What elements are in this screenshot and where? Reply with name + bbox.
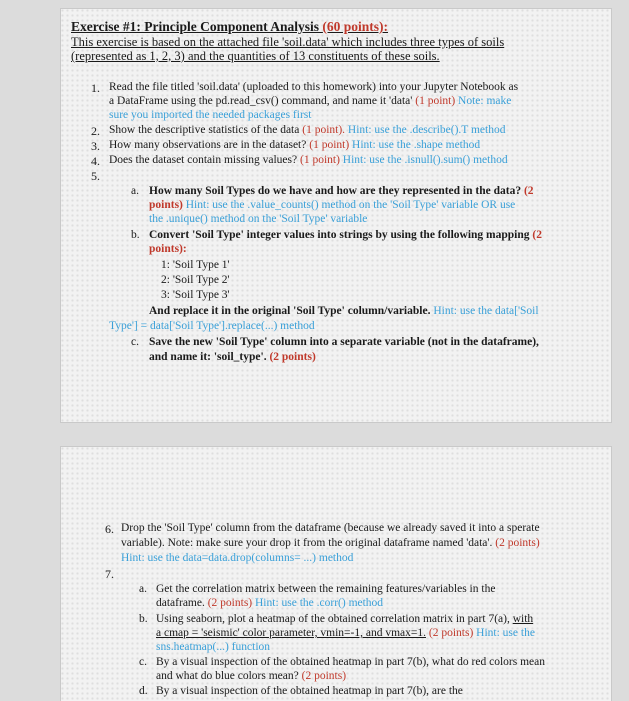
q3-number: 3.	[91, 139, 100, 153]
q4-line	[109, 154, 508, 166]
q7a-line-1: Get the correlation matrix between the remaining features/variables in the	[156, 583, 496, 595]
q7b-label: b.	[139, 613, 148, 625]
q1-number: 1.	[91, 81, 100, 95]
q5a-text: How many Soil Types do we have and how are they represented in the data?	[149, 185, 522, 197]
q5b-points-part2: points):	[149, 243, 187, 255]
q5c-label: c.	[131, 336, 139, 348]
q5a-line-1	[149, 185, 534, 197]
q5b-replace-hint-line-2: Type'] = data['Soil Type'].replace(...) method	[109, 320, 315, 332]
q7c-points: (2 points)	[301, 670, 347, 682]
q6-line-1: Drop the 'Soil Type' column from the dataframe (because we already saved it into a sperate	[121, 522, 540, 534]
q7b-hint-line-2: sns.heatmap(...) function	[156, 641, 271, 653]
q4-number: 4.	[91, 154, 100, 168]
exercise-points: (60 points):	[322, 19, 389, 34]
q5-number: 5.	[91, 169, 100, 183]
intro-line-2: (represented as 1, 2, 3) and the quantities of 13 constituents of these soils.	[71, 49, 440, 63]
exercise-title	[71, 19, 388, 35]
q3-line	[109, 139, 480, 151]
document-page-1	[60, 8, 612, 423]
q5b-replace-line	[149, 305, 539, 317]
q7c-line-2	[156, 670, 346, 682]
q5b-mapping-3: 3: 'Soil Type 3'	[161, 289, 230, 301]
q2-hint: Hint: use the .describe().T method	[347, 124, 506, 136]
q7a-text: dataframe.	[156, 597, 205, 609]
q7d-line-1: By a visual inspection of the obtained heatmap in part 7(b), are the	[156, 685, 463, 697]
q7c-text: and what do blue colors mean?	[156, 670, 299, 682]
q7a-label: a.	[139, 583, 147, 595]
q5a-hint: Hint: use the .value_counts() method on the 'Soil Type' variable OR use	[185, 199, 516, 211]
q6-line-2	[121, 537, 540, 549]
q3-points: (1 point)	[309, 139, 350, 151]
q5a-points-part1: (2	[523, 185, 534, 197]
q6-hint: Hint: use the data=data.drop(columns= ...) method	[121, 552, 354, 564]
intro-line-1: This exercise is based on the attached file 'soil.data' which includes three types of soils	[71, 35, 505, 49]
q7d-label: d.	[139, 685, 148, 697]
q1-line-2	[109, 95, 511, 107]
q4-points: (1 point)	[299, 154, 340, 166]
q4-text: Does the dataset contain missing values?	[109, 154, 298, 166]
q5a-line-2	[149, 199, 515, 211]
q7a-hint: Hint: use the .corr() method	[255, 597, 384, 609]
q6-number: 6.	[105, 522, 114, 536]
q7b-underlined-2: a cmap = 'seismic' color parameter, vmin=-1, and vmax=1.	[156, 627, 426, 639]
q2-line	[109, 124, 505, 136]
q7c-line-1: By a visual inspection of the obtained heatmap in part 7(b), what do red colors mean	[156, 656, 545, 668]
q3-text: How many observations are in the dataset?	[109, 139, 307, 151]
q1-points: (1 point)	[415, 95, 456, 107]
q5b-points-part1: (2	[532, 229, 542, 241]
q7b-text: Using seaborn, plot a heatmap of the obtained correlation matrix in part 7(a),	[156, 613, 510, 625]
q5a-label: a.	[131, 185, 139, 197]
q5b-label: b.	[131, 229, 140, 241]
q5b-replace-text: And replace it in the original 'Soil Type' column/variable.	[149, 305, 431, 317]
q3-hint: Hint: use the .shape method	[352, 139, 481, 151]
q5b-mapping-2: 2: 'Soil Type 2'	[161, 274, 230, 286]
q4-hint: Hint: use the .isnull().sum() method	[342, 154, 508, 166]
q1-line-2-text: a DataFrame using the pd.read_csv() command, and name it 'data'	[109, 95, 413, 107]
q1-line-1: Read the file titled 'soil.data' (uploaded to this homework) into your Jupyter Notebook as	[109, 81, 519, 93]
q7b-points: (2 points)	[428, 627, 474, 639]
q2-text: Show the descriptive statistics of the data	[109, 124, 300, 136]
q2-number: 2.	[91, 124, 100, 138]
q2-points: (1 point).	[302, 124, 346, 136]
q5c-points: (2 points)	[269, 351, 316, 363]
q7a-points: (2 points)	[207, 597, 253, 609]
q7b-hint: Hint: use the	[476, 627, 535, 639]
q6-points: (2 points)	[495, 537, 540, 549]
q5b-text: Convert 'Soil Type' integer values into strings by using the following mapping	[149, 229, 530, 241]
q5a-points-part2: points)	[149, 199, 183, 211]
q1-hint: Note: make	[458, 95, 512, 107]
q5c-pre: and	[149, 351, 168, 363]
document-page-2	[60, 446, 612, 701]
q7a-line-2	[156, 597, 383, 609]
q5c-variable-name: name it: 'soil_type'.	[170, 351, 267, 363]
q1-hint-line-2: sure you imported the needed packages first	[109, 109, 312, 121]
q5b-mapping-1: 1: 'Soil Type 1'	[161, 259, 230, 271]
q6-text: variable). Note: make sure your drop it from the original dataframe named 'data'.	[121, 537, 493, 549]
q5b-line-1	[149, 229, 542, 241]
q5c-line-1: Save the new 'Soil Type' column into a separate variable (not in the dataframe),	[149, 336, 539, 348]
q5c-line-2	[149, 351, 316, 363]
q7b-underlined-1: with	[512, 613, 534, 625]
q5b-replace-hint: Hint: use the data['Soil	[433, 305, 539, 317]
q5a-hint-line-2: the .unique() method on the 'Soil Type' variable	[149, 213, 368, 225]
q7c-label: c.	[139, 656, 147, 668]
q7b-line-2	[156, 627, 535, 639]
exercise-title-text: Exercise #1: Principle Component Analysis	[71, 19, 319, 34]
q7b-line-1	[156, 613, 533, 625]
q7-number: 7.	[105, 567, 114, 581]
